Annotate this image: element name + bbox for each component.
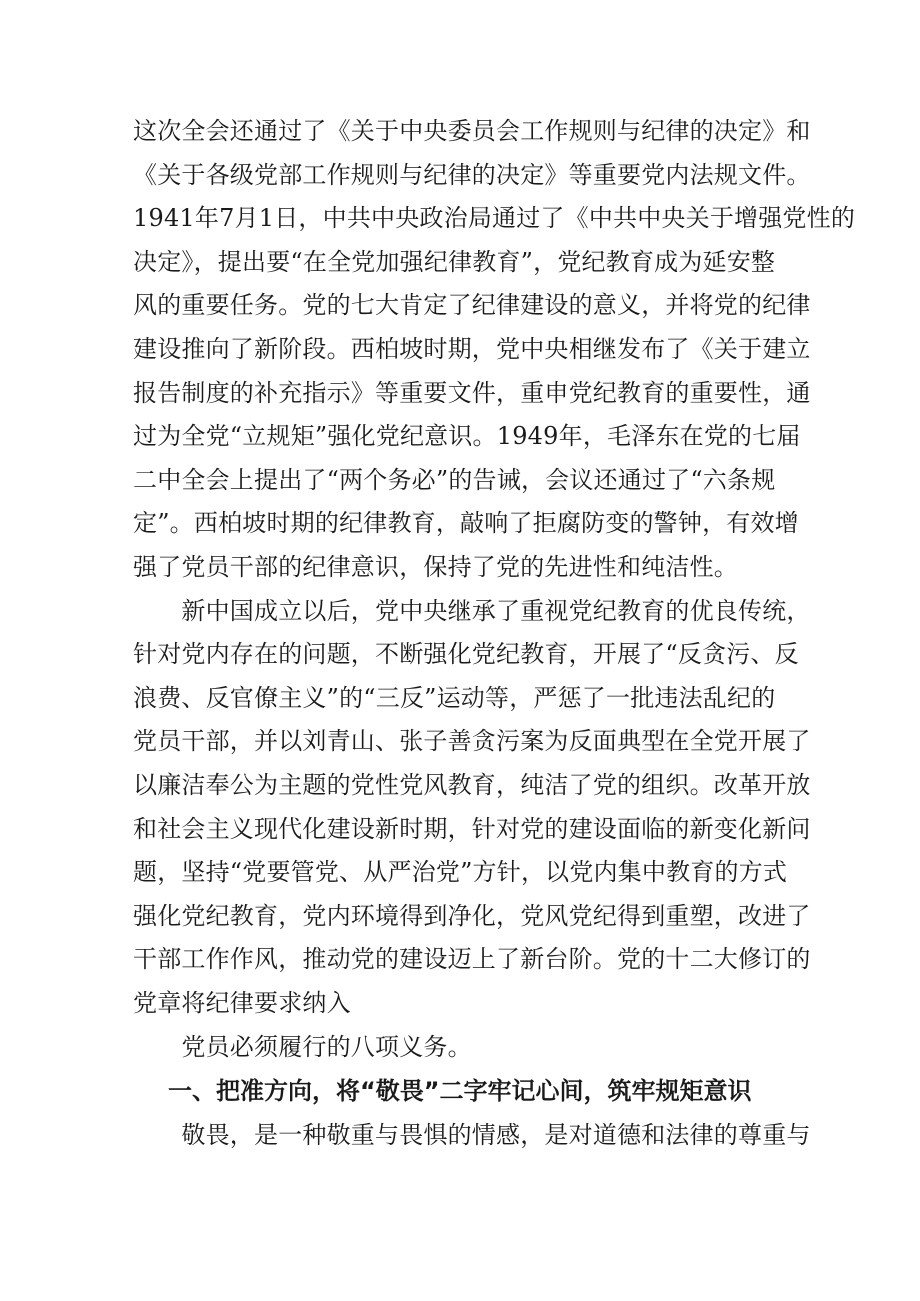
section-heading: 一、把准方向，将“敬畏”二字牢记心间，筑牢规矩意识 [168, 1077, 752, 1105]
body-text-line: 浪费、反官僚主义”的“三反”运动等，严惩了一批违法乱纪的 [133, 684, 776, 712]
body-text-line: 强了党员干部的纪律意识，保持了党的先进性和纯洁性。 [133, 553, 738, 581]
body-text-line: 二中全会上提出了“两个务必”的告诫，会议还通过了“六条规 [133, 466, 776, 494]
body-text-line: 强化党纪教育，党内环境得到净化，党风党纪得到重塑，改进了 [133, 902, 811, 930]
body-text-line: 这次全会还通过了《关于中央委员会工作规则与纪律的决定》和 [133, 117, 811, 145]
paragraph-start-line: 党员必须履行的八项义务。 [133, 1033, 472, 1061]
body-text-line: 过为全党“立规矩”强化党纪意识。1949年，毛泽东在党的七届 [133, 422, 801, 450]
body-text-line: 1941年7月1日，中共中央政治局通过了《中共中央关于增强党性的 [133, 204, 856, 232]
body-text-line: 报告制度的补充指示》等重要文件，重申党纪教育的重要性，通 [133, 379, 811, 407]
body-text-line: 定”。西柏坡时期的纪律教育，敲响了拒腐防变的警钟，有效增 [133, 509, 799, 537]
paragraph-start-line: 新中国成立以后，党中央继承了重视党纪教育的优良传统， [133, 597, 811, 625]
body-text-line: 《关于各级党部工作规则与纪律的决定》等重要党内法规文件。 [133, 161, 811, 189]
body-text-line: 和社会主义现代化建设新时期，针对党的建设面临的新变化新问 [133, 815, 811, 843]
body-text-line: 党章将纪律要求纳入 [133, 989, 351, 1017]
paragraph-start-line: 敬畏，是一种敬重与畏惧的情感，是对道德和法律的尊重与 [133, 1121, 811, 1149]
body-text-line: 党员干部，并以刘青山、张子善贪污案为反面典型在全党开展了 [133, 727, 811, 755]
body-text-line: 决定》，提出要“在全党加强纪律教育”，党纪教育成为延安整 [133, 248, 776, 276]
body-text-line: 以廉洁奉公为主题的党性党风教育，纯洁了党的组织。改革开放 [133, 771, 811, 799]
body-text-line: 建设推向了新阶段。西柏坡时期，党中央相继发布了《关于建立 [133, 335, 811, 363]
body-text-line: 针对党内存在的问题，不断强化党纪教育，开展了“反贪污、反 [133, 640, 799, 668]
body-text-line: 风的重要任务。党的七大肯定了纪律建设的意义，并将党的纪律 [133, 291, 811, 319]
body-text-line: 题，坚持“党要管党、从严治党”方针，以党内集中教育的方式 [133, 858, 788, 886]
body-text-line: 干部工作作风，推动党的建设迈上了新台阶。党的十二大修订的 [133, 945, 811, 973]
